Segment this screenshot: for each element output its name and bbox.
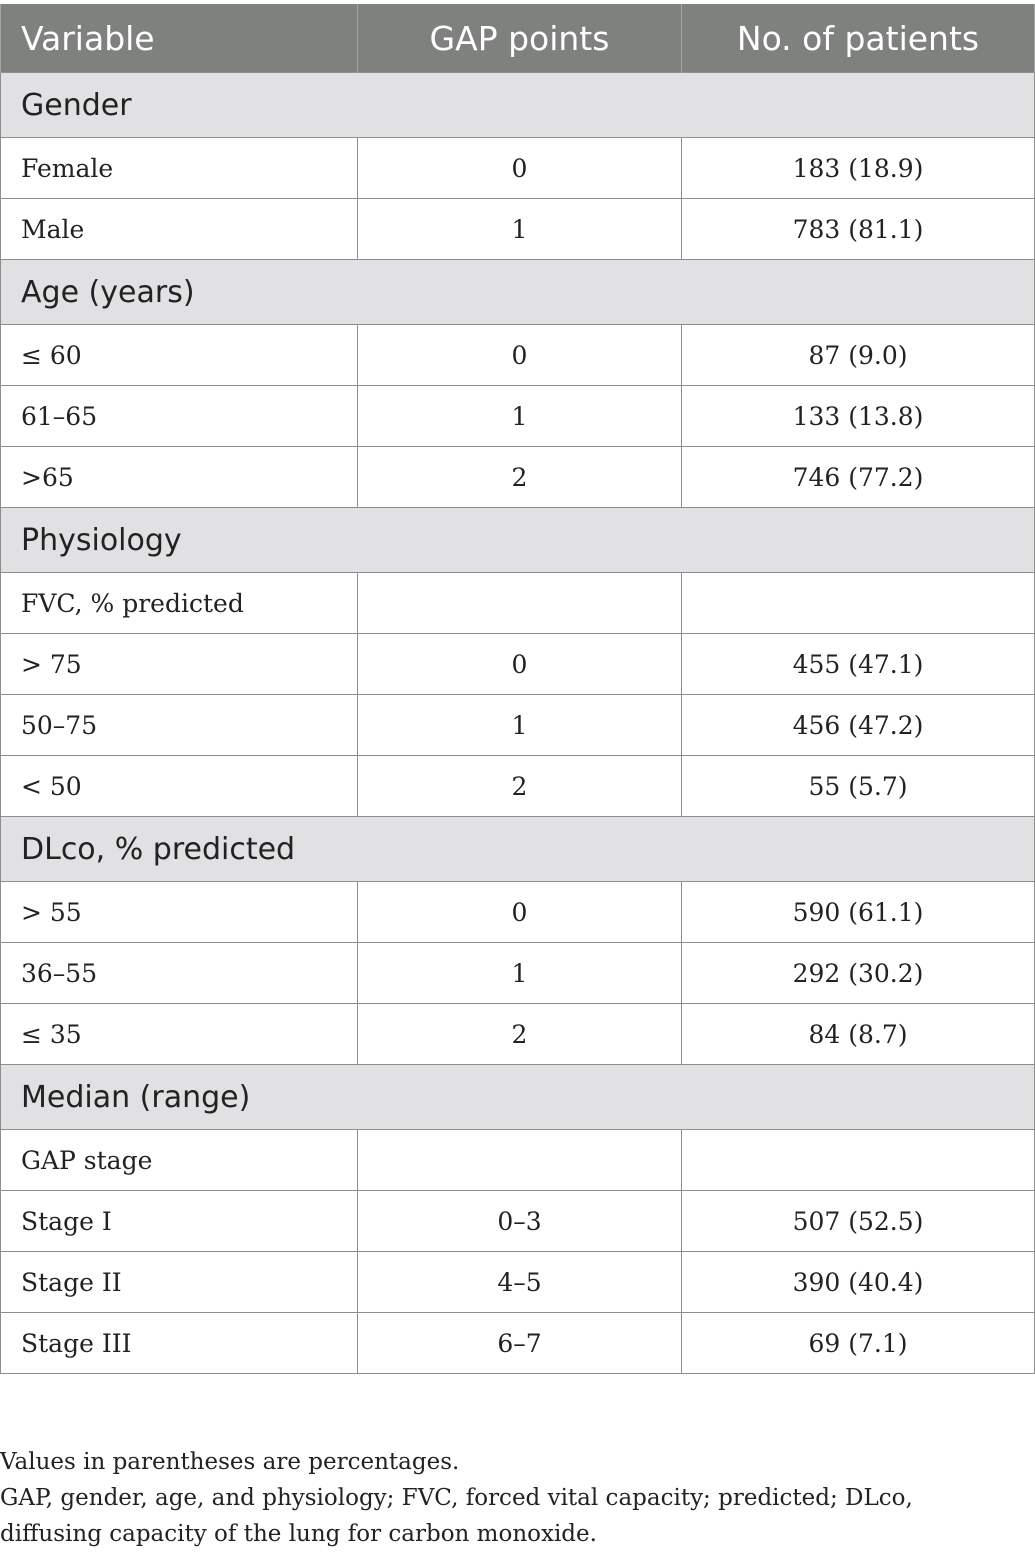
patients-cell: 783 (81.1) <box>682 199 1035 260</box>
header-variable: Variable <box>1 4 358 73</box>
section-row <box>1 1065 1035 1130</box>
footnote-abbreviations: GAP, gender, age, and physiology; FVC, forced vital capacity; predicted; DLco, diffusing capacity of the lung for carbon monoxide. <box>0 1485 913 1547</box>
gap-points-cell: 1 <box>358 386 682 447</box>
section-row <box>1 508 1035 573</box>
gap-points-cell <box>358 573 682 634</box>
patients-cell: 84 (8.7) <box>682 1004 1035 1065</box>
table-row <box>1 138 1035 199</box>
variable-cell: Male <box>1 199 358 260</box>
table-row <box>1 1191 1035 1252</box>
table-body <box>1 73 1035 1374</box>
table-header <box>1 4 1035 73</box>
section-label: Gender <box>1 73 1035 138</box>
section-row <box>1 260 1035 325</box>
gap-points-cell: 0–3 <box>358 1191 682 1252</box>
section-label: Age (years) <box>1 260 1035 325</box>
table-row <box>1 756 1035 817</box>
variable-cell: 61–65 <box>1 386 358 447</box>
gap-points-cell: 0 <box>358 138 682 199</box>
gap-points-cell: 4–5 <box>358 1252 682 1313</box>
gap-points-cell: 2 <box>358 1004 682 1065</box>
gap-points-cell: 0 <box>358 325 682 386</box>
variable-cell: < 50 <box>1 756 358 817</box>
table-row <box>1 573 1035 634</box>
gap-points-cell: 1 <box>358 943 682 1004</box>
patients-cell: 55 (5.7) <box>682 756 1035 817</box>
header-gap-points: GAP points <box>358 4 682 73</box>
variable-cell: Stage I <box>1 1191 358 1252</box>
variable-cell: ≤ 35 <box>1 1004 358 1065</box>
variable-cell: FVC, % predicted <box>1 573 358 634</box>
table-row <box>1 943 1035 1004</box>
table-row <box>1 882 1035 943</box>
table-row <box>1 1313 1035 1374</box>
gap-table <box>0 4 1035 1374</box>
table-footnotes <box>0 1444 1000 1552</box>
section-label: Median (range) <box>1 1065 1035 1130</box>
variable-cell: Female <box>1 138 358 199</box>
gap-points-cell: 1 <box>358 199 682 260</box>
patients-cell: 69 (7.1) <box>682 1313 1035 1374</box>
variable-cell: GAP stage <box>1 1130 358 1191</box>
gap-points-cell: 0 <box>358 634 682 695</box>
gap-points-cell <box>358 1130 682 1191</box>
variable-cell: ≤ 60 <box>1 325 358 386</box>
section-label: Physiology <box>1 508 1035 573</box>
variable-cell: Stage II <box>1 1252 358 1313</box>
section-row <box>1 817 1035 882</box>
table-row <box>1 1252 1035 1313</box>
footnote-percentages: Values in parentheses are percentages. <box>0 1449 460 1475</box>
table-row <box>1 447 1035 508</box>
patients-cell: 133 (13.8) <box>682 386 1035 447</box>
patients-cell: 87 (9.0) <box>682 325 1035 386</box>
variable-cell: > 55 <box>1 882 358 943</box>
gap-points-cell: 2 <box>358 447 682 508</box>
table-row <box>1 386 1035 447</box>
table-row <box>1 199 1035 260</box>
variable-cell: >65 <box>1 447 358 508</box>
table-row <box>1 695 1035 756</box>
patients-cell: 390 (40.4) <box>682 1252 1035 1313</box>
patients-cell: 292 (30.2) <box>682 943 1035 1004</box>
patients-cell: 746 (77.2) <box>682 447 1035 508</box>
patients-cell: 507 (52.5) <box>682 1191 1035 1252</box>
variable-cell: 50–75 <box>1 695 358 756</box>
table-row <box>1 325 1035 386</box>
gap-points-cell: 1 <box>358 695 682 756</box>
table-row <box>1 1004 1035 1065</box>
section-label: DLco, % predicted <box>1 817 1035 882</box>
table-row <box>1 1130 1035 1191</box>
patients-cell <box>682 573 1035 634</box>
gap-points-cell: 0 <box>358 882 682 943</box>
patients-cell: 183 (18.9) <box>682 138 1035 199</box>
table-row <box>1 634 1035 695</box>
variable-cell: 36–55 <box>1 943 358 1004</box>
variable-cell: > 75 <box>1 634 358 695</box>
gap-points-cell: 6–7 <box>358 1313 682 1374</box>
section-row <box>1 73 1035 138</box>
gap-points-cell: 2 <box>358 756 682 817</box>
patients-cell: 456 (47.2) <box>682 695 1035 756</box>
patients-cell: 455 (47.1) <box>682 634 1035 695</box>
patients-cell <box>682 1130 1035 1191</box>
patients-cell: 590 (61.1) <box>682 882 1035 943</box>
variable-cell: Stage III <box>1 1313 358 1374</box>
header-no-of-patients: No. of patients <box>682 4 1035 73</box>
